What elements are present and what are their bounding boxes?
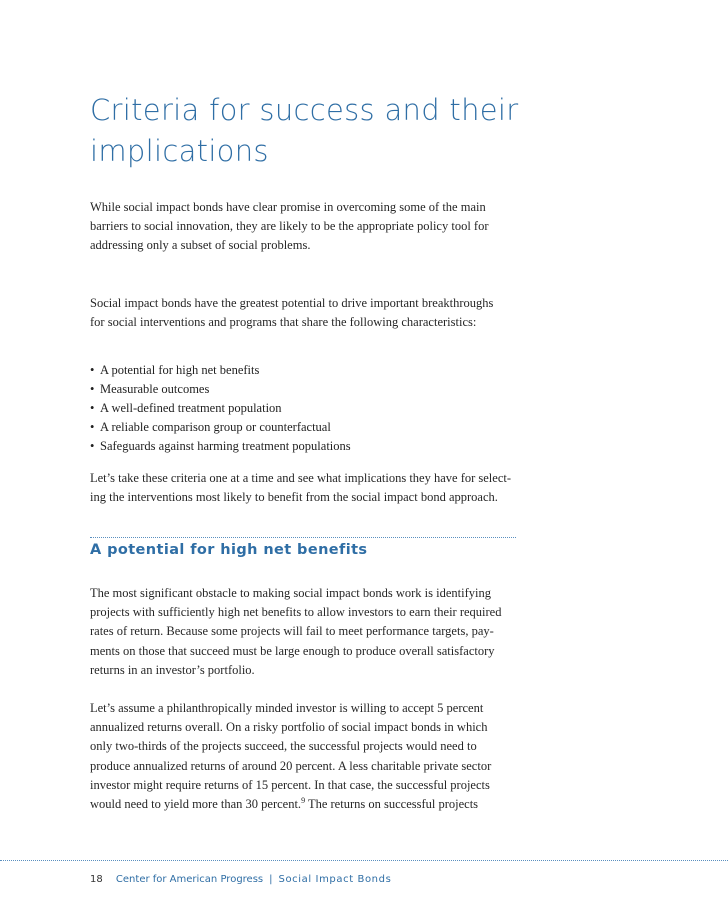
bullet-icon: • [90,401,95,415]
criteria-list [90,361,351,456]
paragraph-line [90,795,520,814]
paragraph-text: The returns on successful projects [305,797,479,812]
paragraph-line: for social interventions and programs that share the following characteristics: [90,315,477,330]
footer-doc-title: Social Impact Bonds [278,874,392,885]
paragraph-line: ments on those that succeed must be large enough to produce overall satisfactory [90,643,495,658]
list-item-text: A potential for high net benefits [100,363,260,377]
paragraph-line: annualized returns overall. On a risky portfolio of social impact bonds in which [90,720,488,735]
list-item [90,399,351,418]
paragraph-line: projects with sufficiently high net benefits to allow investors to earn their required [90,605,502,620]
bullet-icon: • [90,420,95,434]
list-item-text: Safeguards against harming treatment populations [100,439,351,453]
paragraph-line: The most significant obstacle to making social impact bonds work is identifying [90,586,491,600]
bullet-icon: • [90,382,95,396]
paragraph-line: barriers to social innovation, they are likely to be the appropriate policy tool for [90,219,489,234]
take-paragraph [90,469,520,507]
list-item-text: A reliable comparison group or counterfactual [100,420,331,434]
footer-org: Center for American Progress [115,874,264,885]
paragraph-line: Let’s take these criteria one at a time and see what implications they have for select- [90,471,512,485]
title-line-1: Criteria for success and their [90,93,519,127]
paragraph-text: would need to yield more than 30 percent. [90,797,302,812]
footer-separator: | [269,874,273,885]
paragraph-line: produce annualized returns of around 20 percent. A less charitable private sector [90,758,492,773]
assume-paragraph [90,699,520,814]
footer-divider [0,860,728,861]
list-item [90,380,351,399]
list-item [90,437,351,456]
paragraph-line: Social impact bonds have the greatest potential to drive important breakthroughs [90,296,494,310]
paragraph-line: ing the interventions most likely to benefit from the social impact bond approach. [90,490,498,505]
section-heading: A potential for high net benefits [90,542,368,558]
paragraph-line: addressing only a subset of social problems. [90,238,311,253]
potential-paragraph [90,294,520,332]
paragraph-line: Let’s assume a philanthropically minded investor is willing to accept 5 percent [90,701,484,715]
footnote-ref[interactable]: 9 [301,796,306,806]
bullet-icon: • [90,439,95,453]
bullet-icon: • [90,363,95,377]
page-title [90,90,550,172]
paragraph-line: returns in an investor’s portfolio. [90,662,255,677]
obstacle-paragraph [90,584,520,680]
page-number: 18 [90,874,103,885]
list-item-text: Measurable outcomes [100,382,210,396]
paragraph-line: rates of return. Because some projects will fail to meet performance targets, pay- [90,624,494,639]
paragraph-line: investor might require returns of 15 percent. In that case, the successful projects [90,777,490,792]
list-item [90,361,351,380]
page-footer [90,874,391,885]
paragraph-line: While social impact bonds have clear promise in overcoming some of the main [90,200,486,214]
title-line-2: implications [90,134,269,168]
list-item [90,418,351,437]
section-divider [90,537,516,538]
paragraph-line: only two-thirds of the projects succeed, the successful projects would need to [90,739,477,754]
list-item-text: A well-defined treatment population [100,401,282,415]
intro-paragraph [90,198,520,256]
